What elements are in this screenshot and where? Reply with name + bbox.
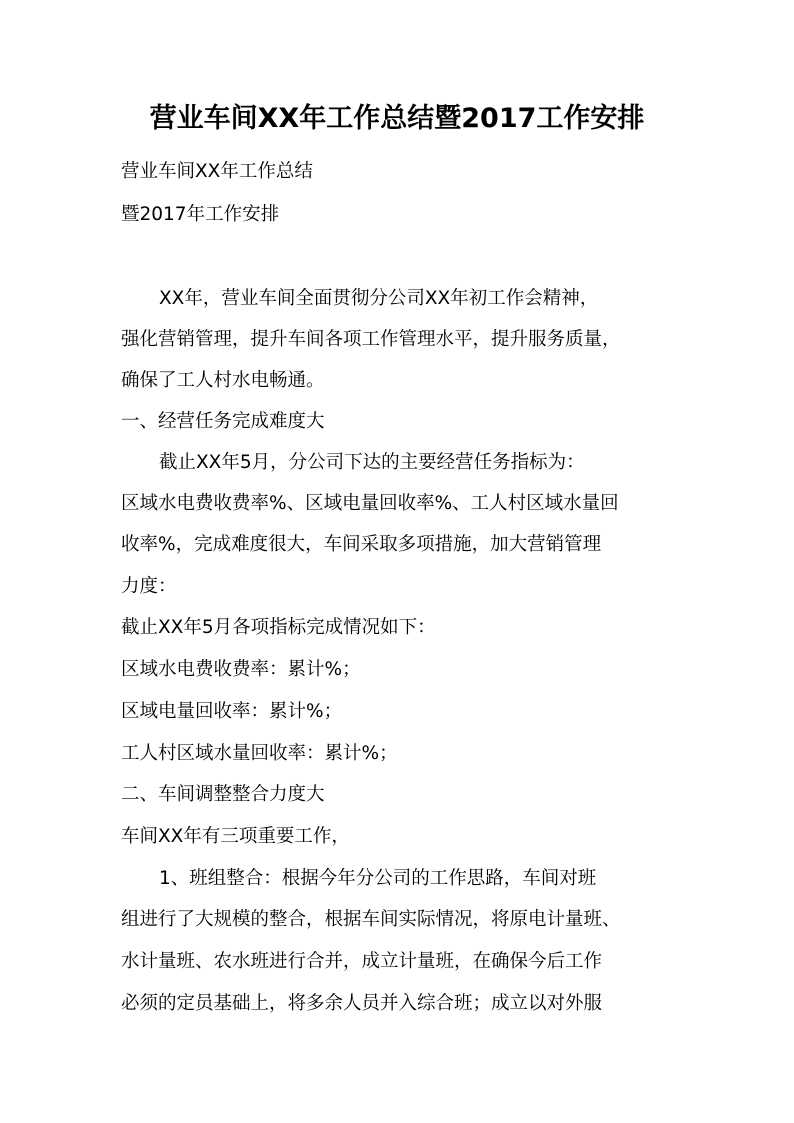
subtitle-line-2: 暨2017年工作安排 (121, 204, 280, 225)
section-2-paragraph-line-4: 必须的定员基础上，将多余人员并入综合班；成立以对外服 (121, 993, 603, 1014)
section-2-intro: 车间XX年有三项重要工作， (121, 826, 350, 847)
section-2-paragraph-line-2: 组进行了大规模的整合，根据车间实际情况，将原电计量班、 (121, 909, 621, 930)
status-item-1: 区域水电费收费率：累计%； (121, 659, 361, 680)
section-2-paragraph-line-3: 水计量班、农水班进行合并，成立计量班，在确保今后工作 (121, 951, 603, 972)
section-1-paragraph-line-3: 收率%，完成难度很大，车间采取多项措施，加大营销管理 (121, 534, 602, 555)
section-1-heading: 一、经营任务完成难度大 (121, 411, 325, 432)
section-1-paragraph-line-1: 截止XX年5月，分公司下达的主要经营任务指标为： (159, 452, 585, 473)
document-title: 营业车间XX年工作总结暨2017工作安排 (149, 103, 645, 134)
intro-line-2: 强化营销管理，提升车间各项工作管理水平，提升服务质量， (121, 329, 621, 350)
status-intro: 截止XX年5月各项指标完成情况如下： (121, 617, 436, 638)
status-item-3: 工人村区域水量回收率：累计%； (121, 743, 398, 764)
section-1-paragraph-line-4: 力度： (121, 576, 177, 597)
status-item-2: 区域电量回收率：累计%； (121, 701, 343, 722)
intro-line-3: 确保了工人村水电畅通。 (121, 370, 325, 391)
section-2-paragraph-line-1: 1、班组整合：根据今年分公司的工作思路，车间对班 (159, 868, 597, 889)
section-1-paragraph-line-2: 区域水电费收费率%、区域电量回收率%、工人村区域水量回 (121, 493, 619, 514)
intro-line-1: XX年，营业车间全面贯彻分公司XX年初工作会精神， (159, 288, 599, 309)
subtitle-line-1: 营业车间XX年工作总结 (121, 161, 313, 182)
section-2-heading: 二、车间调整整合力度大 (121, 784, 325, 805)
